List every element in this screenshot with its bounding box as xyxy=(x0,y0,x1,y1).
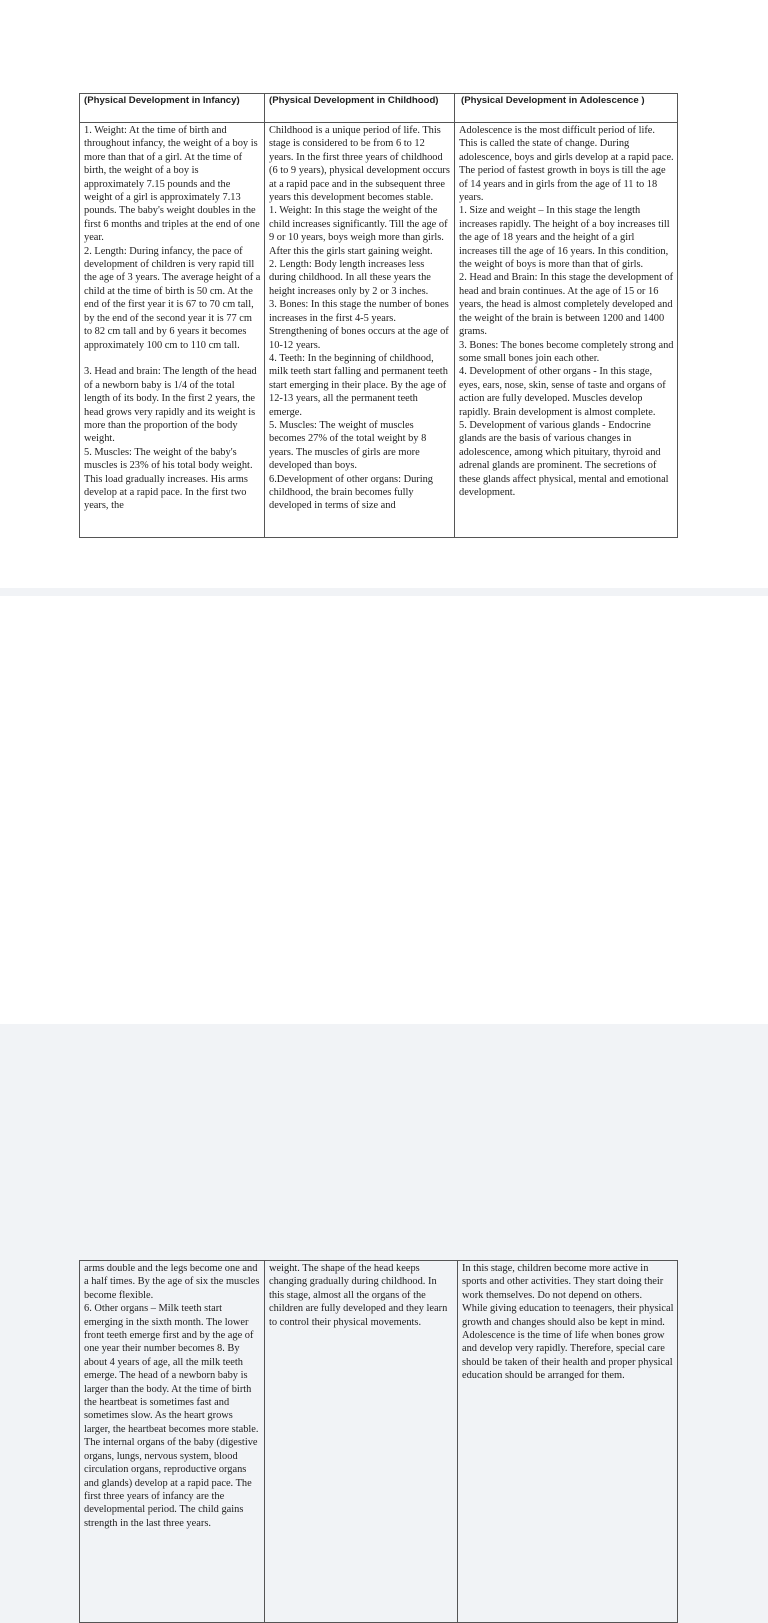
header-infancy: (Physical Development in Infancy) xyxy=(80,94,265,123)
infancy-text: 1. Weight: At the time of birth and throughout infancy, the weight of a boy is more than that of a girl. At the time of birth, the weight of a boy is approximately 7.15 pounds and the weight of a girl is approximately 7.13 pounds. The baby's weight doubles in the first 6 months and triples at the end of one year. 2. Length: During infancy, the pace of development of children is very rapid till the age of 3 years. The average height of a child at the time of birth is 50 cm. At the end of the first year it is 67 to 70 cm tall, by the end of the second year it is 77 cm to 82 cm tall and by 6 years it becomes approximately 100 cm to 110 cm tall. 3. Head and brain: The length of the head of a newborn baby is 1/4 of the total length of its body. In the first 2 years, the head grows very rapidly and its weight is more than the proportion of the body weight. 5. Muscles: The weight of the baby's muscles is 23% of his total body weight. This load gradually increases. His arms develop at a rapid pace. In the first two years, the xyxy=(84,125,261,512)
header-childhood: (Physical Development in Childhood) xyxy=(265,94,455,123)
childhood-cell xyxy=(265,123,455,538)
page-separator xyxy=(0,588,768,596)
childhood-cell xyxy=(265,1261,458,1623)
infancy-cell xyxy=(80,1261,265,1623)
adolescence-text: In this stage, children become more active in sports and other activities. They start doing their work themselves. Do not depend on others. While giving education to teenagers, their physical growth and changes should also be kept in mind. Adolescence is the time of life when bones grow and develop very rapidly. Therefore, special care should be taken of their health and proper physical education should be arranged for them. xyxy=(462,1263,674,1382)
table-row xyxy=(80,1261,678,1623)
document-page-1 xyxy=(0,0,768,588)
development-table-part-2 xyxy=(79,1260,678,1623)
table-row xyxy=(80,123,678,538)
header-adolescence: (Physical Development in Adolescence ) xyxy=(455,94,678,123)
development-table-part-1 xyxy=(79,93,678,538)
infancy-cell xyxy=(80,123,265,538)
adolescence-cell xyxy=(458,1261,678,1623)
document-page-2 xyxy=(0,596,768,1529)
adolescence-cell xyxy=(455,123,678,538)
infancy-text: arms double and the legs become one and a half times. By the age of six the muscles become flexible. 6. Other organs – Milk teeth start emerging in the sixth month. The lower front teeth emerge first and by the age of one year their number becomes 8. By about 4 years of age, all the milk teeth emerge. The head of a newborn baby is larger than the body. At the time of birth the heartbeat is sometimes fast and sometimes slow. As the heart grows larger, the heartbeat becomes more stable. The internal organs of the baby (digestive organs, lungs, nervous system, blood circulation organs, reproductive organs and glands) develop at a rapid pace. The first three years of infancy are the developmental period. The child gains strength in the last three years. xyxy=(84,1263,260,1529)
childhood-text: Childhood is a unique period of life. This stage is considered to be from 6 to 12 years. In the first three years of childhood (6 to 9 years), physical development occurs at a rapid pace and in the subsequent three years this development becomes stable. 1. Weight: In this stage the weight of the child increases significantly. Till the age of 9 or 10 years, boys weigh more than girls. After this the girls start gaining weight. 2. Length: Body length increases less during childhood. In all these years the height increases only by 2 or 3 inches. 3. Bones: In this stage the number of bones increases in the first 4-5 years. Strengthening of bones occurs at the age of 10-12 years. 4. Teeth: In the beginning of childhood, milk teeth start falling and permanent teeth start emerging in their place. By the age of 12-13 years, all the permanent teeth emerge. 5. Muscles: The weight of muscles becomes 27% of the total weight by 8 years. The muscles of girls are more developed than boys. 6.Development of other organs: During childhood, the brain becomes fully developed in terms of size and xyxy=(269,125,450,512)
adolescence-text: Adolescence is the most difficult period of life. This is called the state of change. During adolescence, boys and girls develop at a rapid pace. The period of fastest growth in boys is till the age of 14 years and in girls from the age of 11 to 18 years. 1. Size and weight – In this stage the length increases rapidly. The height of a boy increases till the age of 18 years and the height of a girl increases till the age of 16 years. In this condition, the weight of boys is more than that of girls. 2. Head and Brain: In this stage the development of head and brain continues. At the age of 15 or 16 years, the head is almost completely developed and the weight of the brain is between 1200 and 1400 grams. 3. Bones: The bones become completely strong and some small bones join each other. 4. Development of other organs - In this stage, eyes, ears, nose, skin, sense of taste and organs of action are fully developed. Muscles develop rapidly. Brain development is almost complete. 5. Development of various glands - Endocrine glands are the basis of various changes in adolescence, among which pituitary, thyroid and adrenal glands are prominent. The secretions of these glands affect physical, mental and emotional development. xyxy=(459,125,674,498)
table-header-row xyxy=(80,94,678,123)
childhood-text: weight. The shape of the head keeps changing gradually during childhood. In this stage, almost all the organs of the children are fully developed and they learn to control their physical movements. xyxy=(269,1263,448,1328)
